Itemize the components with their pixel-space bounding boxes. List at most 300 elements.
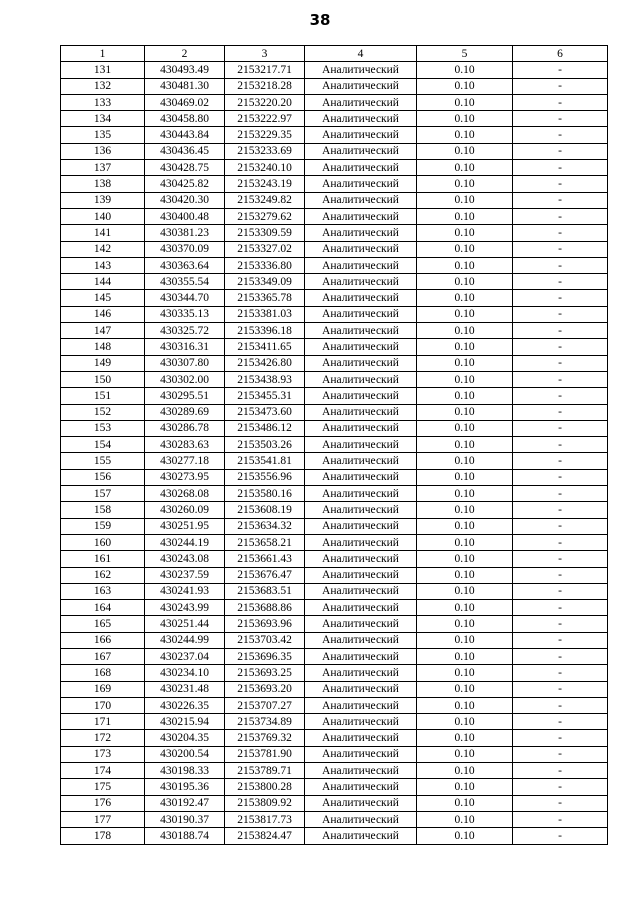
y-coordinate-cell: 2153634.32 xyxy=(225,518,305,534)
point-number-cell: 173 xyxy=(61,746,145,762)
point-number-cell: 154 xyxy=(61,437,145,453)
x-coordinate-cell: 430289.69 xyxy=(145,404,225,420)
note-cell: - xyxy=(513,714,608,730)
note-cell: - xyxy=(513,94,608,110)
y-coordinate-cell: 2153541.81 xyxy=(225,453,305,469)
note-cell: - xyxy=(513,437,608,453)
note-cell: - xyxy=(513,388,608,404)
method-cell: Аналитический xyxy=(305,763,417,779)
point-number-cell: 139 xyxy=(61,192,145,208)
x-coordinate-cell: 430481.30 xyxy=(145,78,225,94)
table-row xyxy=(61,143,608,159)
y-coordinate-cell: 2153217.71 xyxy=(225,62,305,78)
note-cell: - xyxy=(513,746,608,762)
note-cell: - xyxy=(513,111,608,127)
note-cell: - xyxy=(513,339,608,355)
note-cell: - xyxy=(513,241,608,257)
point-number-cell: 159 xyxy=(61,518,145,534)
note-cell: - xyxy=(513,225,608,241)
point-number-cell: 149 xyxy=(61,355,145,371)
x-coordinate-cell: 430420.30 xyxy=(145,192,225,208)
accuracy-cell: 0.10 xyxy=(417,648,513,664)
x-coordinate-cell: 430355.54 xyxy=(145,274,225,290)
x-coordinate-cell: 430200.54 xyxy=(145,746,225,762)
point-number-cell: 158 xyxy=(61,502,145,518)
accuracy-cell: 0.10 xyxy=(417,534,513,550)
accuracy-cell: 0.10 xyxy=(417,469,513,485)
point-number-cell: 177 xyxy=(61,811,145,827)
method-cell: Аналитический xyxy=(305,355,417,371)
note-cell: - xyxy=(513,534,608,550)
accuracy-cell: 0.10 xyxy=(417,697,513,713)
table-row xyxy=(61,648,608,664)
point-number-cell: 145 xyxy=(61,290,145,306)
note-cell: - xyxy=(513,257,608,273)
y-coordinate-cell: 2153411.65 xyxy=(225,339,305,355)
accuracy-cell: 0.10 xyxy=(417,828,513,844)
accuracy-cell: 0.10 xyxy=(417,583,513,599)
y-coordinate-cell: 2153734.89 xyxy=(225,714,305,730)
x-coordinate-cell: 430231.48 xyxy=(145,681,225,697)
point-number-cell: 136 xyxy=(61,143,145,159)
x-coordinate-cell: 430469.02 xyxy=(145,94,225,110)
table-row xyxy=(61,486,608,502)
point-number-cell: 165 xyxy=(61,616,145,632)
accuracy-cell: 0.10 xyxy=(417,339,513,355)
note-cell: - xyxy=(513,371,608,387)
x-coordinate-cell: 430237.04 xyxy=(145,648,225,664)
table-row xyxy=(61,551,608,567)
note-cell: - xyxy=(513,469,608,485)
table-row xyxy=(61,681,608,697)
y-coordinate-cell: 2153381.03 xyxy=(225,306,305,322)
method-cell: Аналитический xyxy=(305,600,417,616)
accuracy-cell: 0.10 xyxy=(417,143,513,159)
accuracy-cell: 0.10 xyxy=(417,290,513,306)
table-row xyxy=(61,437,608,453)
y-coordinate-cell: 2153688.86 xyxy=(225,600,305,616)
note-cell: - xyxy=(513,681,608,697)
method-cell: Аналитический xyxy=(305,111,417,127)
x-coordinate-cell: 430428.75 xyxy=(145,160,225,176)
y-coordinate-cell: 2153809.92 xyxy=(225,795,305,811)
method-cell: Аналитический xyxy=(305,274,417,290)
point-number-cell: 140 xyxy=(61,208,145,224)
accuracy-cell: 0.10 xyxy=(417,714,513,730)
table-row xyxy=(61,779,608,795)
method-cell: Аналитический xyxy=(305,420,417,436)
point-number-cell: 152 xyxy=(61,404,145,420)
method-cell: Аналитический xyxy=(305,828,417,844)
point-number-cell: 133 xyxy=(61,94,145,110)
point-number-cell: 163 xyxy=(61,583,145,599)
note-cell: - xyxy=(513,828,608,844)
table-row xyxy=(61,257,608,273)
table-row xyxy=(61,518,608,534)
y-coordinate-cell: 2153438.93 xyxy=(225,371,305,387)
table-row xyxy=(61,78,608,94)
table-row xyxy=(61,355,608,371)
x-coordinate-cell: 430251.95 xyxy=(145,518,225,534)
y-coordinate-cell: 2153693.25 xyxy=(225,665,305,681)
x-coordinate-cell: 430204.35 xyxy=(145,730,225,746)
table-row xyxy=(61,616,608,632)
method-cell: Аналитический xyxy=(305,534,417,550)
accuracy-cell: 0.10 xyxy=(417,453,513,469)
point-number-cell: 153 xyxy=(61,420,145,436)
y-coordinate-cell: 2153220.20 xyxy=(225,94,305,110)
point-number-cell: 161 xyxy=(61,551,145,567)
method-cell: Аналитический xyxy=(305,94,417,110)
y-coordinate-cell: 2153233.69 xyxy=(225,143,305,159)
table-row xyxy=(61,502,608,518)
accuracy-cell: 0.10 xyxy=(417,306,513,322)
accuracy-cell: 0.10 xyxy=(417,600,513,616)
point-number-cell: 176 xyxy=(61,795,145,811)
point-number-cell: 166 xyxy=(61,632,145,648)
note-cell: - xyxy=(513,208,608,224)
accuracy-cell: 0.10 xyxy=(417,192,513,208)
point-number-cell: 141 xyxy=(61,225,145,241)
point-number-cell: 144 xyxy=(61,274,145,290)
note-cell: - xyxy=(513,665,608,681)
accuracy-cell: 0.10 xyxy=(417,518,513,534)
accuracy-cell: 0.10 xyxy=(417,616,513,632)
table-row xyxy=(61,404,608,420)
method-cell: Аналитический xyxy=(305,551,417,567)
table-row xyxy=(61,208,608,224)
note-cell: - xyxy=(513,127,608,143)
accuracy-cell: 0.10 xyxy=(417,371,513,387)
y-coordinate-cell: 2153707.27 xyxy=(225,697,305,713)
x-coordinate-cell: 430195.36 xyxy=(145,779,225,795)
point-number-cell: 156 xyxy=(61,469,145,485)
table-row xyxy=(61,453,608,469)
x-coordinate-cell: 430251.44 xyxy=(145,616,225,632)
accuracy-cell: 0.10 xyxy=(417,681,513,697)
x-coordinate-cell: 430286.78 xyxy=(145,420,225,436)
point-number-cell: 147 xyxy=(61,323,145,339)
method-cell: Аналитический xyxy=(305,127,417,143)
method-cell: Аналитический xyxy=(305,583,417,599)
table-row xyxy=(61,111,608,127)
point-number-cell: 174 xyxy=(61,763,145,779)
table-row xyxy=(61,192,608,208)
note-cell: - xyxy=(513,404,608,420)
header-cell: 3 xyxy=(225,46,305,62)
note-cell: - xyxy=(513,453,608,469)
x-coordinate-cell: 430244.19 xyxy=(145,534,225,550)
method-cell: Аналитический xyxy=(305,437,417,453)
table-row xyxy=(61,388,608,404)
accuracy-cell: 0.10 xyxy=(417,241,513,257)
y-coordinate-cell: 2153676.47 xyxy=(225,567,305,583)
x-coordinate-cell: 430188.74 xyxy=(145,828,225,844)
table-row xyxy=(61,371,608,387)
point-number-cell: 150 xyxy=(61,371,145,387)
x-coordinate-cell: 430234.10 xyxy=(145,665,225,681)
point-number-cell: 132 xyxy=(61,78,145,94)
accuracy-cell: 0.10 xyxy=(417,225,513,241)
note-cell: - xyxy=(513,192,608,208)
point-number-cell: 143 xyxy=(61,257,145,273)
method-cell: Аналитический xyxy=(305,323,417,339)
table-row xyxy=(61,339,608,355)
table-row xyxy=(61,274,608,290)
point-number-cell: 168 xyxy=(61,665,145,681)
table-row xyxy=(61,763,608,779)
note-cell: - xyxy=(513,518,608,534)
accuracy-cell: 0.10 xyxy=(417,746,513,762)
method-cell: Аналитический xyxy=(305,746,417,762)
header-cell: 2 xyxy=(145,46,225,62)
table-row xyxy=(61,746,608,762)
x-coordinate-cell: 430277.18 xyxy=(145,453,225,469)
x-coordinate-cell: 430198.33 xyxy=(145,763,225,779)
table-row xyxy=(61,567,608,583)
point-number-cell: 160 xyxy=(61,534,145,550)
accuracy-cell: 0.10 xyxy=(417,355,513,371)
point-number-cell: 155 xyxy=(61,453,145,469)
accuracy-cell: 0.10 xyxy=(417,665,513,681)
y-coordinate-cell: 2153336.80 xyxy=(225,257,305,273)
table-body xyxy=(61,62,608,844)
accuracy-cell: 0.10 xyxy=(417,111,513,127)
x-coordinate-cell: 430244.99 xyxy=(145,632,225,648)
x-coordinate-cell: 430241.93 xyxy=(145,583,225,599)
x-coordinate-cell: 430302.00 xyxy=(145,371,225,387)
point-number-cell: 164 xyxy=(61,600,145,616)
accuracy-cell: 0.10 xyxy=(417,567,513,583)
accuracy-cell: 0.10 xyxy=(417,208,513,224)
x-coordinate-cell: 430307.80 xyxy=(145,355,225,371)
method-cell: Аналитический xyxy=(305,779,417,795)
y-coordinate-cell: 2153349.09 xyxy=(225,274,305,290)
method-cell: Аналитический xyxy=(305,160,417,176)
method-cell: Аналитический xyxy=(305,518,417,534)
y-coordinate-cell: 2153243.19 xyxy=(225,176,305,192)
table-row xyxy=(61,62,608,78)
x-coordinate-cell: 430425.82 xyxy=(145,176,225,192)
table-row xyxy=(61,160,608,176)
point-number-cell: 138 xyxy=(61,176,145,192)
method-cell: Аналитический xyxy=(305,192,417,208)
table-row xyxy=(61,323,608,339)
accuracy-cell: 0.10 xyxy=(417,632,513,648)
page-number: 38 xyxy=(309,11,331,29)
note-cell: - xyxy=(513,811,608,827)
accuracy-cell: 0.10 xyxy=(417,160,513,176)
y-coordinate-cell: 2153327.02 xyxy=(225,241,305,257)
method-cell: Аналитический xyxy=(305,697,417,713)
table-row xyxy=(61,583,608,599)
method-cell: Аналитический xyxy=(305,681,417,697)
point-number-cell: 169 xyxy=(61,681,145,697)
method-cell: Аналитический xyxy=(305,176,417,192)
note-cell: - xyxy=(513,616,608,632)
coordinates-table xyxy=(60,45,608,845)
note-cell: - xyxy=(513,420,608,436)
accuracy-cell: 0.10 xyxy=(417,779,513,795)
note-cell: - xyxy=(513,274,608,290)
y-coordinate-cell: 2153769.32 xyxy=(225,730,305,746)
accuracy-cell: 0.10 xyxy=(417,176,513,192)
point-number-cell: 162 xyxy=(61,567,145,583)
accuracy-cell: 0.10 xyxy=(417,437,513,453)
y-coordinate-cell: 2153781.90 xyxy=(225,746,305,762)
method-cell: Аналитический xyxy=(305,143,417,159)
method-cell: Аналитический xyxy=(305,290,417,306)
header-cell: 1 xyxy=(61,46,145,62)
method-cell: Аналитический xyxy=(305,502,417,518)
note-cell: - xyxy=(513,323,608,339)
point-number-cell: 146 xyxy=(61,306,145,322)
table-row xyxy=(61,730,608,746)
method-cell: Аналитический xyxy=(305,241,417,257)
method-cell: Аналитический xyxy=(305,486,417,502)
table-header-row xyxy=(61,46,608,62)
method-cell: Аналитический xyxy=(305,730,417,746)
table-row xyxy=(61,306,608,322)
accuracy-cell: 0.10 xyxy=(417,420,513,436)
method-cell: Аналитический xyxy=(305,306,417,322)
x-coordinate-cell: 430243.08 xyxy=(145,551,225,567)
y-coordinate-cell: 2153693.20 xyxy=(225,681,305,697)
accuracy-cell: 0.10 xyxy=(417,763,513,779)
method-cell: Аналитический xyxy=(305,795,417,811)
y-coordinate-cell: 2153661.43 xyxy=(225,551,305,567)
x-coordinate-cell: 430283.63 xyxy=(145,437,225,453)
note-cell: - xyxy=(513,730,608,746)
accuracy-cell: 0.10 xyxy=(417,62,513,78)
x-coordinate-cell: 430325.72 xyxy=(145,323,225,339)
y-coordinate-cell: 2153396.18 xyxy=(225,323,305,339)
method-cell: Аналитический xyxy=(305,811,417,827)
method-cell: Аналитический xyxy=(305,78,417,94)
y-coordinate-cell: 2153556.96 xyxy=(225,469,305,485)
table-row xyxy=(61,469,608,485)
note-cell: - xyxy=(513,78,608,94)
table-row xyxy=(61,795,608,811)
y-coordinate-cell: 2153789.71 xyxy=(225,763,305,779)
accuracy-cell: 0.10 xyxy=(417,730,513,746)
note-cell: - xyxy=(513,160,608,176)
point-number-cell: 148 xyxy=(61,339,145,355)
note-cell: - xyxy=(513,486,608,502)
table-row xyxy=(61,241,608,257)
method-cell: Аналитический xyxy=(305,714,417,730)
method-cell: Аналитический xyxy=(305,388,417,404)
x-coordinate-cell: 430458.80 xyxy=(145,111,225,127)
method-cell: Аналитический xyxy=(305,62,417,78)
point-number-cell: 172 xyxy=(61,730,145,746)
table-row xyxy=(61,127,608,143)
x-coordinate-cell: 430316.31 xyxy=(145,339,225,355)
x-coordinate-cell: 430381.23 xyxy=(145,225,225,241)
table-row xyxy=(61,632,608,648)
table-row xyxy=(61,176,608,192)
note-cell: - xyxy=(513,697,608,713)
x-coordinate-cell: 430226.35 xyxy=(145,697,225,713)
y-coordinate-cell: 2153222.97 xyxy=(225,111,305,127)
accuracy-cell: 0.10 xyxy=(417,94,513,110)
x-coordinate-cell: 430335.13 xyxy=(145,306,225,322)
y-coordinate-cell: 2153249.82 xyxy=(225,192,305,208)
y-coordinate-cell: 2153486.12 xyxy=(225,420,305,436)
accuracy-cell: 0.10 xyxy=(417,795,513,811)
y-coordinate-cell: 2153824.47 xyxy=(225,828,305,844)
note-cell: - xyxy=(513,648,608,664)
accuracy-cell: 0.10 xyxy=(417,274,513,290)
table-row xyxy=(61,811,608,827)
note-cell: - xyxy=(513,355,608,371)
accuracy-cell: 0.10 xyxy=(417,486,513,502)
x-coordinate-cell: 430493.49 xyxy=(145,62,225,78)
method-cell: Аналитический xyxy=(305,404,417,420)
method-cell: Аналитический xyxy=(305,648,417,664)
point-number-cell: 137 xyxy=(61,160,145,176)
x-coordinate-cell: 430443.84 xyxy=(145,127,225,143)
y-coordinate-cell: 2153503.26 xyxy=(225,437,305,453)
y-coordinate-cell: 2153800.28 xyxy=(225,779,305,795)
header-cell: 6 xyxy=(513,46,608,62)
note-cell: - xyxy=(513,600,608,616)
x-coordinate-cell: 430192.47 xyxy=(145,795,225,811)
point-number-cell: 167 xyxy=(61,648,145,664)
accuracy-cell: 0.10 xyxy=(417,78,513,94)
x-coordinate-cell: 430190.37 xyxy=(145,811,225,827)
header-cell: 4 xyxy=(305,46,417,62)
accuracy-cell: 0.10 xyxy=(417,323,513,339)
method-cell: Аналитический xyxy=(305,257,417,273)
y-coordinate-cell: 2153683.51 xyxy=(225,583,305,599)
note-cell: - xyxy=(513,551,608,567)
accuracy-cell: 0.10 xyxy=(417,127,513,143)
point-number-cell: 157 xyxy=(61,486,145,502)
point-number-cell: 171 xyxy=(61,714,145,730)
y-coordinate-cell: 2153218.28 xyxy=(225,78,305,94)
method-cell: Аналитический xyxy=(305,469,417,485)
table-row xyxy=(61,600,608,616)
table-row xyxy=(61,714,608,730)
y-coordinate-cell: 2153426.80 xyxy=(225,355,305,371)
y-coordinate-cell: 2153703.42 xyxy=(225,632,305,648)
y-coordinate-cell: 2153658.21 xyxy=(225,534,305,550)
y-coordinate-cell: 2153473.60 xyxy=(225,404,305,420)
table-row xyxy=(61,828,608,844)
table-row xyxy=(61,225,608,241)
header-cell: 5 xyxy=(417,46,513,62)
accuracy-cell: 0.10 xyxy=(417,811,513,827)
table-row xyxy=(61,534,608,550)
note-cell: - xyxy=(513,62,608,78)
x-coordinate-cell: 430268.08 xyxy=(145,486,225,502)
method-cell: Аналитический xyxy=(305,225,417,241)
method-cell: Аналитический xyxy=(305,632,417,648)
point-number-cell: 170 xyxy=(61,697,145,713)
method-cell: Аналитический xyxy=(305,567,417,583)
note-cell: - xyxy=(513,779,608,795)
note-cell: - xyxy=(513,795,608,811)
point-number-cell: 175 xyxy=(61,779,145,795)
method-cell: Аналитический xyxy=(305,616,417,632)
note-cell: - xyxy=(513,143,608,159)
y-coordinate-cell: 2153696.35 xyxy=(225,648,305,664)
x-coordinate-cell: 430344.70 xyxy=(145,290,225,306)
y-coordinate-cell: 2153279.62 xyxy=(225,208,305,224)
accuracy-cell: 0.10 xyxy=(417,502,513,518)
y-coordinate-cell: 2153580.16 xyxy=(225,486,305,502)
